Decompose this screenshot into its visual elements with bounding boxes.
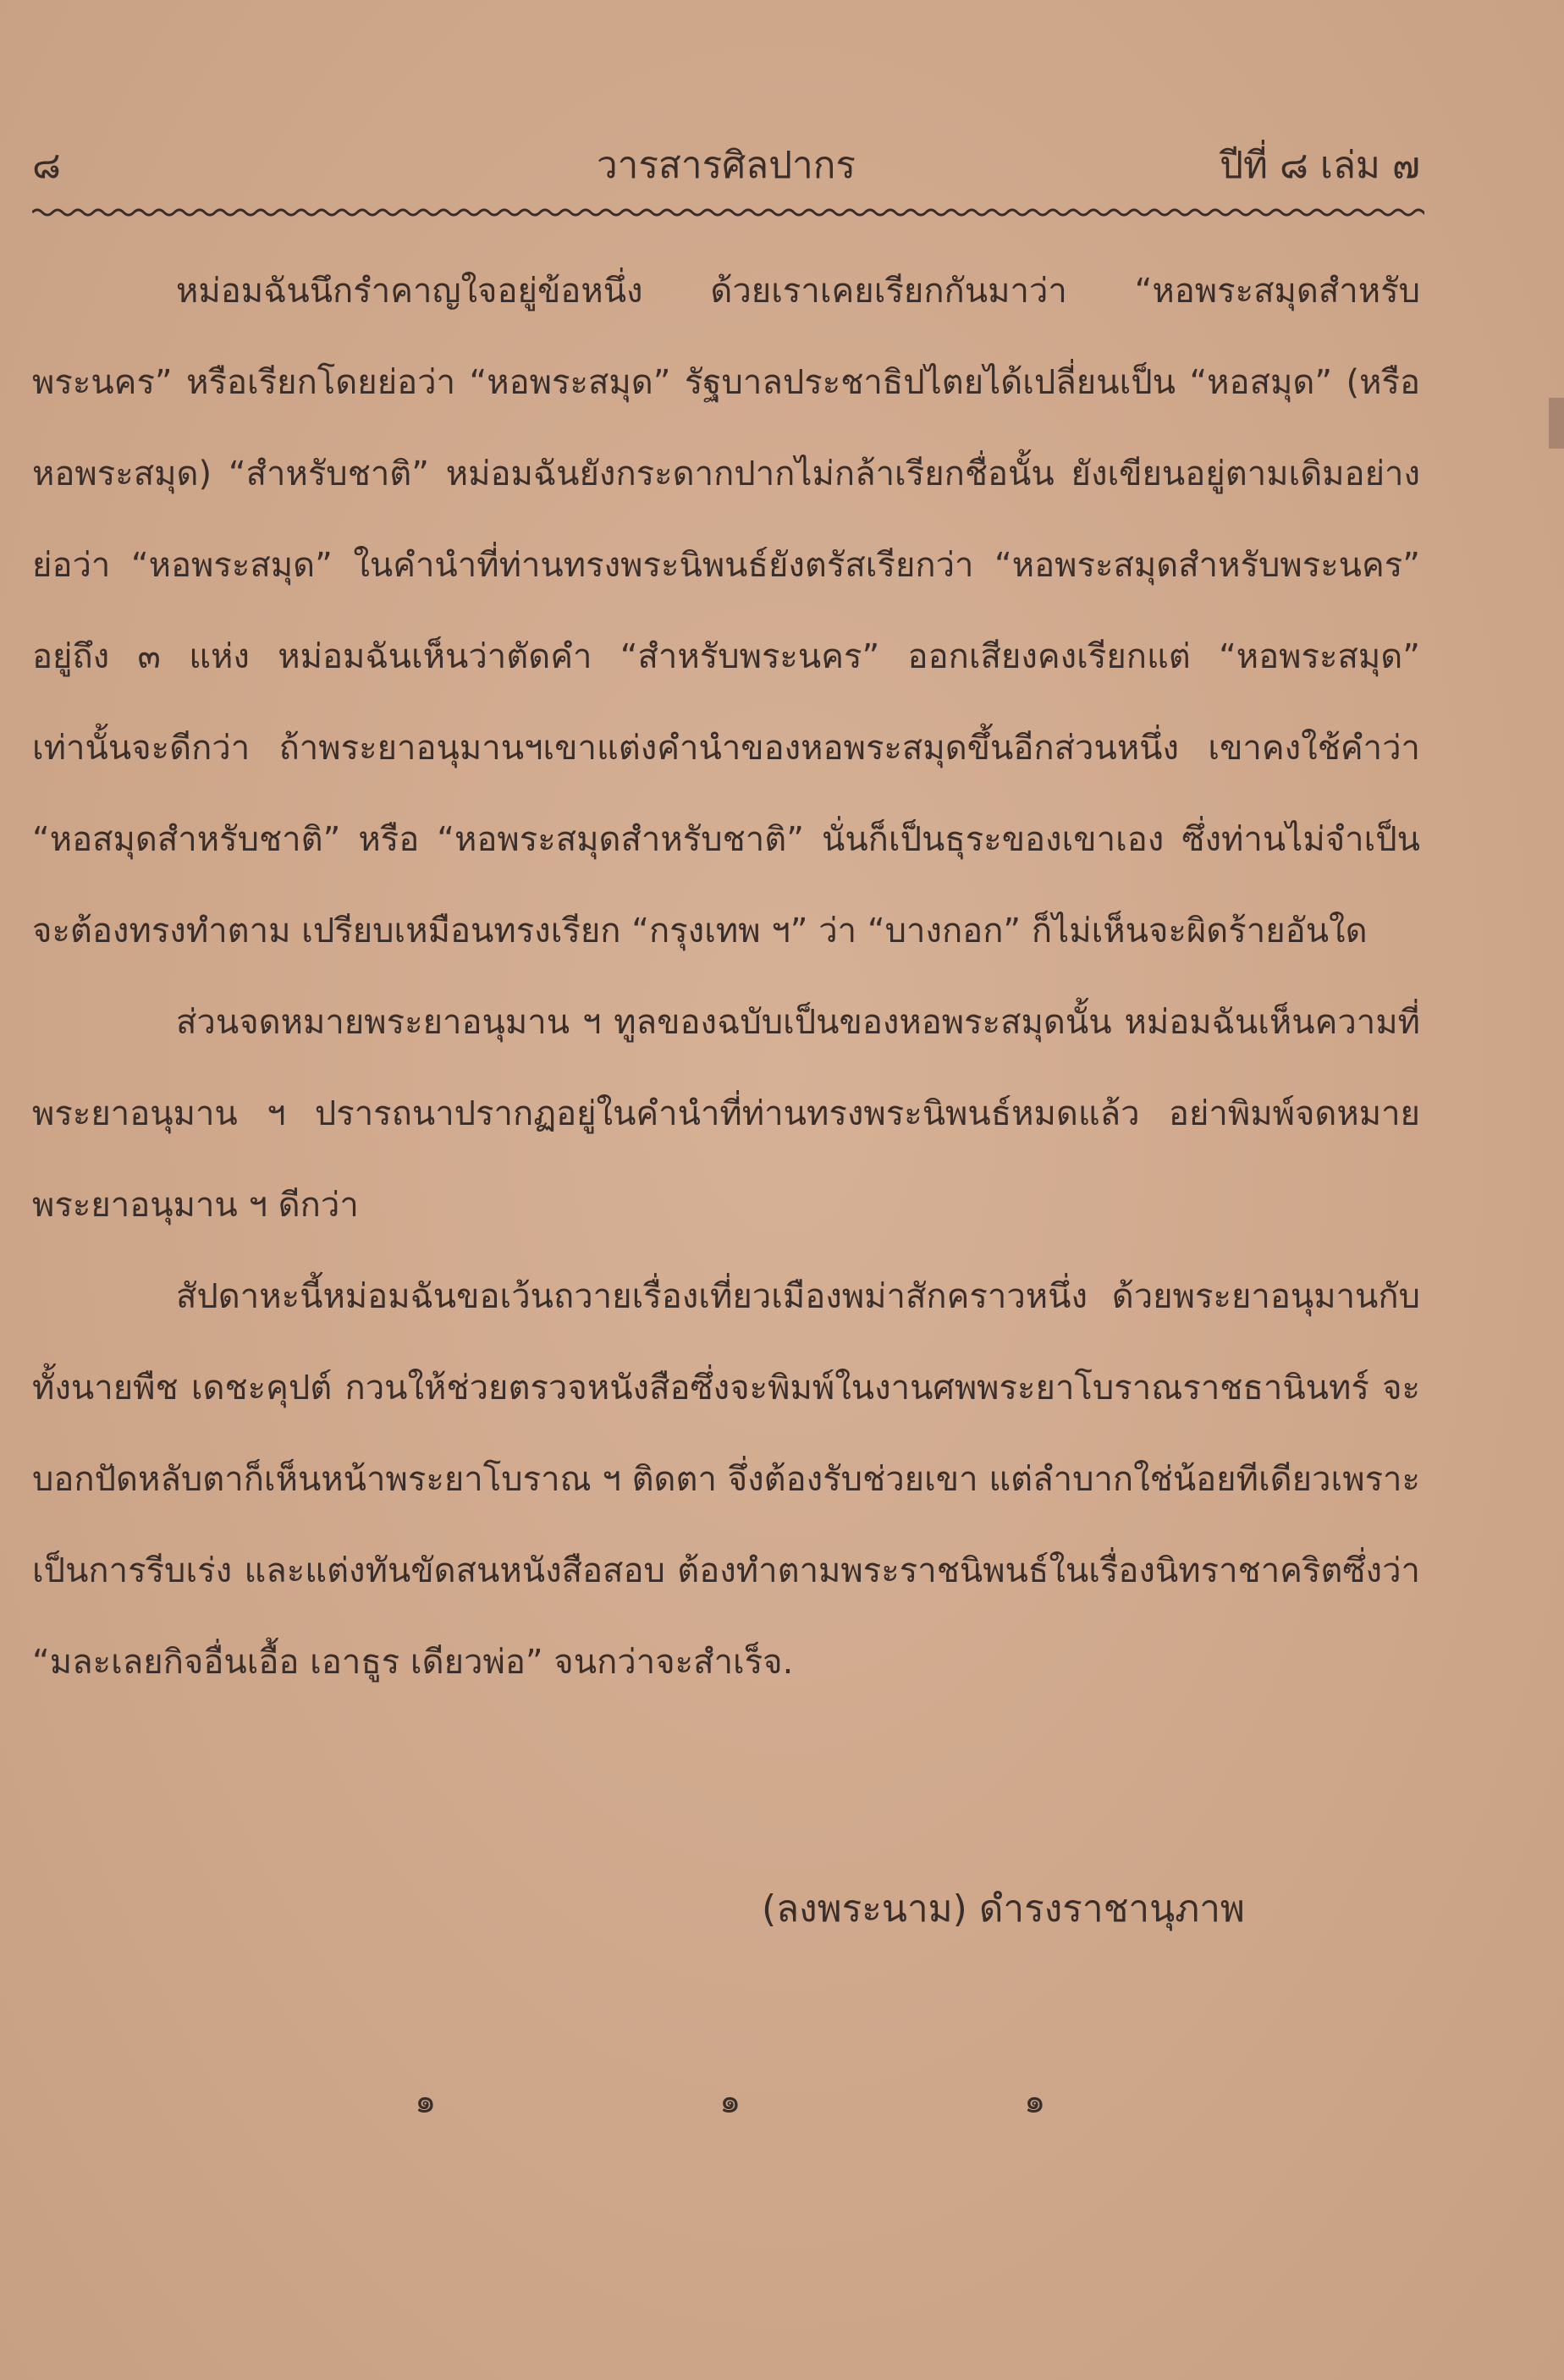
paragraph-burma-trip: สัปดาหะนี้หม่อมฉันขอเว้นถวายเรื่องเที่ยวเมืองพม่าสักคราวหนึ่ง ด้วยพระยาอนุมานกับทั้งนายพืช เดชะคุปต์ กวนให้ช่วยตรวจหนังสือซึ่งจะพิมพ์ในงานศพพระยาโบราณราชธานินทร์ จะบอกปัดหลับตาก็เห็นหน้าพระยาโบราณ ฯ ติดตา จึ่งต้องรับช่วยเขา แต่ลำบากใช่น้อยทีเดียวเพราะเป็นการรีบเร่ง และแต่งทันขัดสนหนังสือสอบ ต้องทำตามพระราชนิพนธ์ในเรื่องนิทราชาคริตซึ่งว่า “มละเลยกิจอื่นเอื้อ เอาธูร เดียวพ่อ” จนกว่าจะสำเร็จ.: [32, 1277, 1420, 1682]
ornament-mark: ๑: [1024, 2082, 1046, 2121]
paragraph-library-name: หม่อมฉันนึกรำคาญใจอยู่ข้อหนึ่ง ด้วยเราเคยเรียกกันมาว่า “หอพระสมุดสำหรับพระนคร” หรือเรียกโดยย่อว่า “หอพระสมุด” รัฐบาลประชาธิปไตยได้เปลี่ยนเป็น “หอสมุด” (หรือหอพระสมุด) “สำหรับชาติ” หม่อมฉันยังกระดากปากไม่กล้าเรียกชื่อนั้น ยังเขียนอยู่ตามเดิมอย่างย่อว่า “หอพระสมุด” ในคำนำที่ท่านทรงพระนิพนธ์ยังตรัสเรียกว่า “หอพระสมุดสำหรับพระนคร” อยู่ถึง ๓ แห่ง หม่อมฉันเห็นว่าตัดคำ “สำหรับพระนคร” ออกเสียงคงเรียกแต่ “หอพระสมุด” เท่านั้นจะดีกว่า ถ้าพระยาอนุมานฯเขาแต่งคำนำของหอพระสมุดขึ้นอีกส่วนหนึ่ง เขาคงใช้คำว่า “หอสมุดสำหรับชาติ” หรือ “หอพระสมุดสำหรับชาติ” นั่นก็เป็นธุระของเขาเอง ซึ่งท่านไม่จำเป็นจะต้องทรงทำตาม เปรียบเหมือนทรงเรียก “กรุงเทพ ฯ” ว่า “บางกอก” ก็ไม่เห็นจะผิดร้ายอันใด: [32, 272, 1420, 950]
paragraph-anuman-letter: ส่วนจดหมายพระยาอนุมาน ฯ ทูลของฉบับเป็นของหอพระสมุดนั้น หม่อมฉันเห็นความที่พระยาอนุมาน ฯ ปรารถนาปรากฏอยู่ในคำนำที่ท่านทรงพระนิพนธ์หมดแล้ว อย่าพิมพ์จดหมายพระยาอนุมาน ฯ ดีกว่า: [32, 1003, 1420, 1225]
signature: (ลงพระนาม) ดำรงราชานุภาพ: [762, 1887, 1245, 1931]
ornament-mark: ๑: [415, 2082, 437, 2121]
page-number: ๘: [32, 144, 61, 187]
wavy-rule-graphic: [32, 207, 1424, 218]
ornament-mark: ๑: [719, 2082, 741, 2121]
paper-edge-mark: [1549, 398, 1564, 449]
header-rule: [32, 207, 1424, 218]
page-header: [32, 135, 1420, 195]
ornament-row: [339, 2074, 1185, 2124]
letter-body: [32, 245, 1420, 1708]
issue-label: ปีที่ ๘ เล่ม ๗: [1220, 144, 1420, 187]
journal-title: วารสารศิลปากร: [596, 144, 856, 187]
